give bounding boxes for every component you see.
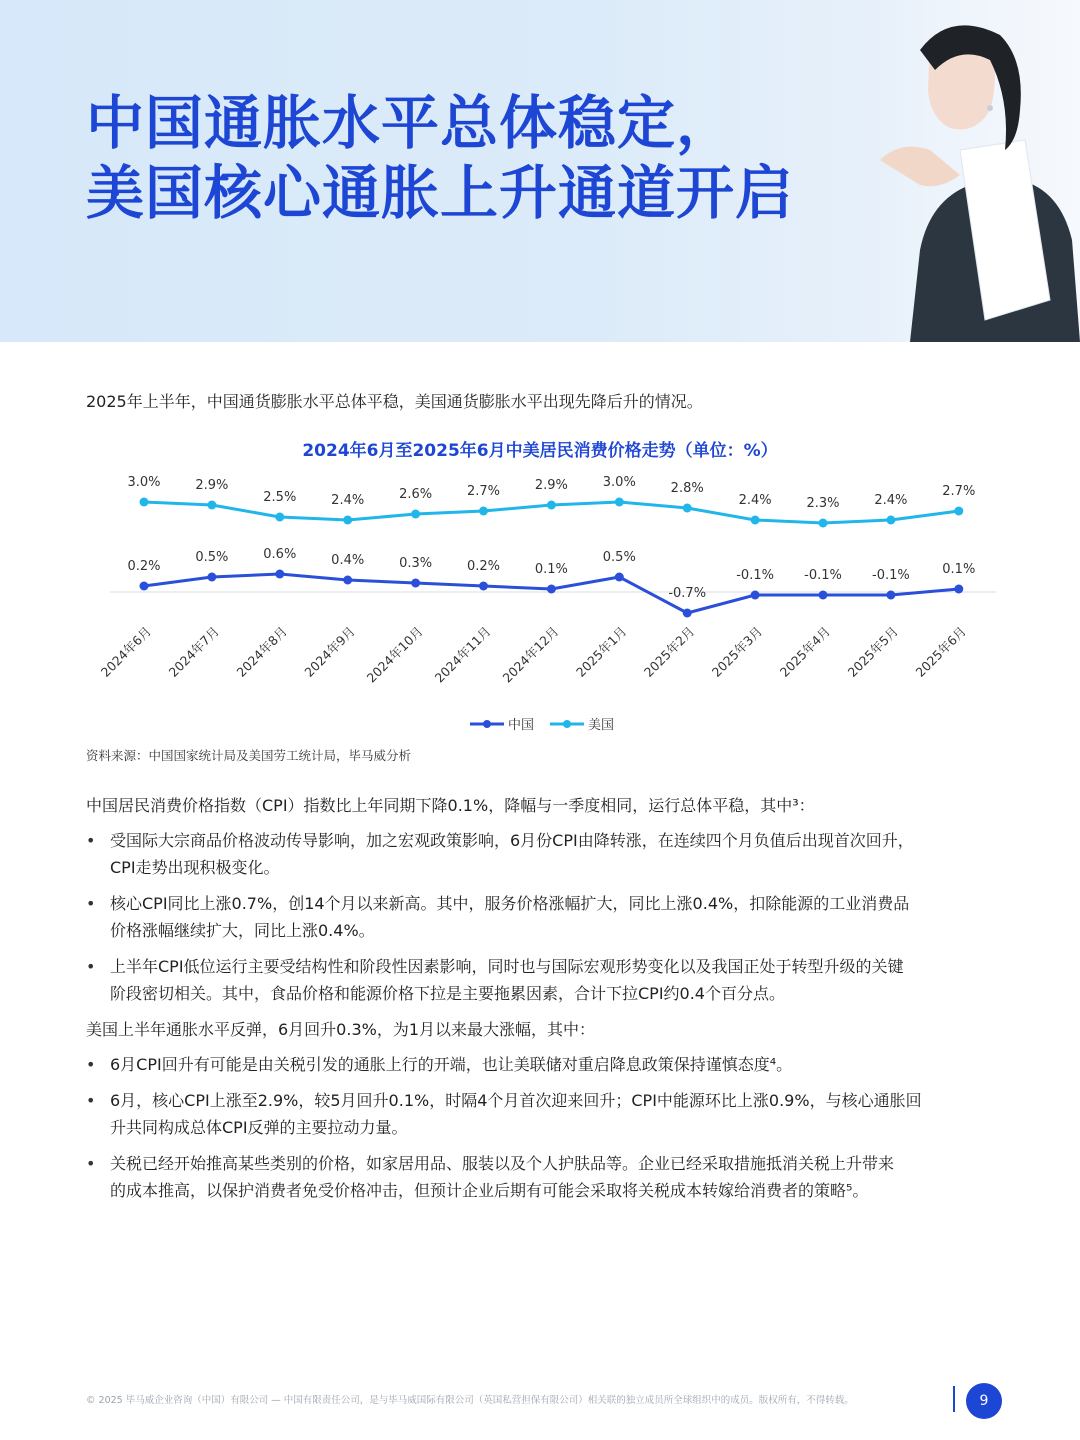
data-point [140,498,149,507]
data-label: 2.5% [263,490,297,505]
chart-source: 资料来源：中国国家统计局及美国劳工统计局，毕马威分析 [86,748,412,763]
data-point [411,510,420,519]
list-item [86,1051,1016,1078]
page-number: 9 [966,1383,1002,1419]
x-tick-label: 2025年5月 [844,623,902,680]
chart-svg [86,470,1006,740]
us-intro: 美国上半年通胀水平反弹，6月回升0.3%，为1月以来最大涨幅，其中： [86,1020,596,1039]
legend-swatch-marker [563,720,571,728]
list-item-line: 的成本推高，以保护消费者免受价格冲击，但预计企业后期有可能会采取将关税成本转嫁给消费者的策略⁵。 [110,1181,869,1200]
data-point [140,582,149,591]
data-label: 0.6% [263,547,297,562]
data-point [411,579,420,588]
data-point [886,516,895,525]
hero-banner [0,0,1080,342]
body-text [86,792,1016,1213]
data-point [343,516,352,525]
footer-divider [953,1386,955,1412]
page-title-line-2: 美国核心通胀上升通道开启 [86,159,795,227]
x-tick-label: 2025年4月 [776,623,834,680]
page-title-line-1: 中国通胀水平总体稳定， [86,89,736,157]
data-label: 3.0% [127,475,161,490]
data-point [615,498,624,507]
data-label: 2.4% [874,493,908,508]
data-label: 2.9% [195,478,229,493]
x-tick-label: 2024年12月 [499,623,562,686]
list-item-line: • 关税已经开始推高某些类别的价格，如家居用品、服装以及个人护肤品等。企业已经采取措施抵消关税上升带来 [110,1154,895,1173]
list-item [86,890,1016,944]
china-intro: 中国居民消费价格指数（CPI）指数比上年同期下降0.1%，降幅与一季度相同，运行总体平稳，其中³： [86,796,815,815]
x-tick-label: 2025年3月 [708,623,766,680]
data-label: -0.1% [736,568,774,583]
x-tick-label: 2025年2月 [640,623,698,680]
x-tick-label: 2025年1月 [573,623,630,680]
legend-swatch-marker [483,720,491,728]
legend-label: 中国 [508,718,535,733]
x-tick-label: 2024年9月 [301,623,358,680]
list-item-line: • 上半年CPI低位运行主要受结构性和阶段性因素影响，同时也与国际宏观形势变化以及我国正处于转型升级的关键 [110,957,904,976]
data-point [683,609,692,618]
data-label: 2.9% [534,478,568,493]
data-point [819,519,828,528]
x-tick-label: 2025年6月 [912,623,969,680]
us-bullet-list [86,1051,1016,1204]
x-tick-label: 2024年8月 [233,623,290,680]
data-label: -0.1% [804,568,842,583]
list-item-line: • 6月CPI回升有可能是由关税引发的通胀上行的开端，也让美联储对重启降息政策保持谨慎态度⁴。 [110,1055,793,1074]
data-label: 2.7% [942,484,976,499]
cpi-line-chart [86,470,1006,740]
data-point [751,516,760,525]
page-title [86,88,886,228]
data-label: 2.8% [670,481,704,496]
data-point [207,573,216,582]
data-point [954,585,963,594]
data-label: -0.1% [872,568,910,583]
x-tick-label: 2024年10月 [363,623,426,686]
data-label: 3.0% [602,475,636,490]
data-point [275,570,284,579]
list-item-line: 阶段密切相关。其中，食品价格和能源价格下拉是主要拖累因素，合计下拉CPI约0.4个百分点。 [110,984,785,1003]
data-label: 2.7% [466,484,501,499]
data-point [683,504,692,513]
x-tick-label: 2024年6月 [97,623,155,680]
chart-title: 2024年6月至2025年6月中美居民消费价格走势（单位：%） [302,441,778,461]
china-bullet-list [86,827,1016,1007]
footer-copyright: © 2025 毕马威企业咨询（中国）有限公司 — 中国有限责任公司，是与毕马威国际有限公司（英国私营担保有限公司）相关联的独立成员所全球组织中的成员。版权所有，不得转载。 [86,1395,854,1406]
data-point [275,513,284,522]
data-point [615,573,624,582]
list-item-line: 价格涨幅继续扩大，同比上涨0.4%。 [110,921,375,940]
data-label: 0.2% [127,559,161,574]
list-item [86,953,1016,1007]
data-point [954,507,963,516]
list-item-line: • 6月，核心CPI上涨至2.9%，较5月回升0.1%，时隔4个月首次迎来回升；CPI中能源环比上涨0.9%，与核心通胀回 [110,1091,922,1110]
data-point [547,501,556,510]
data-point [207,501,216,510]
list-item-line: • 核心CPI同比上涨0.7%，创14个月以来新高。其中，服务价格涨幅扩大，同比上涨0.4%，扣除能源的工业消费品 [110,894,910,913]
data-label: 2.4% [331,493,365,508]
list-item [86,1150,1016,1204]
list-item [86,827,1016,881]
data-label: 0.3% [399,556,433,571]
data-label: 0.4% [331,553,365,568]
data-point [479,507,488,516]
list-item-line: CPI走势出现积极变化。 [110,858,280,877]
hero-photo [850,0,1080,342]
data-label: 0.1% [942,562,976,577]
data-label: -0.7% [668,586,707,601]
data-label: 2.6% [399,487,433,502]
data-point [751,591,760,600]
data-label: 0.5% [602,550,636,565]
data-point [547,585,556,594]
list-item-line: 升共同构成总体CPI反弹的主要拉动力量。 [110,1118,408,1137]
data-point [886,591,895,600]
x-tick-label: 2024年7月 [165,623,223,680]
data-point [343,576,352,585]
data-label: 2.3% [806,496,840,511]
legend-label: 美国 [588,718,615,733]
x-tick-label: 2024年11月 [431,623,494,686]
data-label: 0.5% [195,550,229,565]
data-point [819,591,828,600]
data-label: 0.1% [534,562,568,577]
list-item-line: • 受国际大宗商品价格波动传导影响，加之宏观政策影响，6月份CPI由降转涨，在连续四个月负值后出现首次回升， [110,831,914,850]
data-label: 0.2% [466,559,501,574]
intro-paragraph: 2025年上半年，中国通货膨胀水平总体平稳，美国通货膨胀水平出现先降后升的情况。 [86,392,703,411]
data-point [479,582,488,591]
list-item [86,1087,1016,1141]
data-label: 2.4% [738,493,772,508]
